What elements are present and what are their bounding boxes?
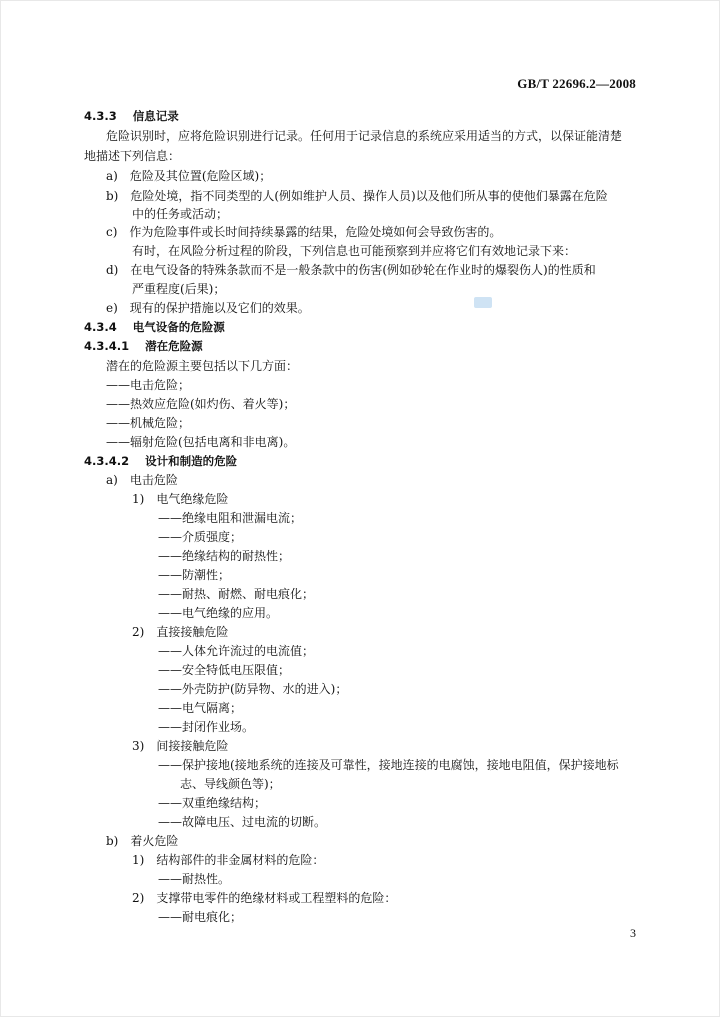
text-line [158, 700, 242, 716]
line-text: 电气绝缘危险 [156, 492, 229, 506]
line-text: ——辐射危险(包括电离和非电离)。 [106, 435, 296, 449]
text-line [106, 358, 298, 374]
text-line [132, 243, 576, 259]
text-line [158, 586, 314, 602]
text-line [180, 776, 281, 792]
line-text: ——保护接地(接地系统的连接及可靠性，接地连接的电腐蚀，接地电阻值，保护接地标 [158, 758, 619, 772]
line-text: 电气设备的危险源 [132, 320, 225, 334]
line-text: 信息记录 [132, 109, 179, 123]
item-number: 4.3.4 [84, 320, 117, 334]
line-text: 危险识别时，应将危险识别进行记录。任何用于记录信息的系统应采用适当的方式，以保证能清楚 [106, 129, 623, 143]
text-line [158, 795, 266, 811]
line-text: 支撑带电零件的绝缘材料或工程塑料的危险： [156, 891, 397, 905]
text-line [158, 814, 326, 830]
item-number: d) [106, 263, 119, 277]
line-text: ——耐热、耐燃、耐电痕化； [158, 587, 315, 601]
line-text: ——耐热性。 [158, 872, 231, 886]
text-line [106, 472, 178, 488]
line-text: 间接接触危险 [156, 739, 229, 753]
text-line [106, 128, 622, 144]
item-number: b) [106, 834, 119, 848]
standard-number: GB/T 22696.2—2008 [517, 76, 636, 91]
text-line [132, 890, 396, 906]
line-text: 现有的保护措施以及它们的效果。 [129, 301, 310, 315]
text-line [158, 909, 242, 925]
item-number: 4.3.3 [84, 109, 117, 123]
line-text: 危险处境，指不同类型的人(例如维护人员、操作人员)以及他们所从事的使他们暴露在危险 [130, 189, 608, 203]
item-number: 2) [132, 625, 145, 639]
text-line [106, 396, 295, 412]
text-line [132, 738, 228, 754]
text-line [158, 567, 230, 583]
text-line [132, 624, 228, 640]
line-text: 设计和制造的危险 [145, 454, 238, 468]
line-text: 电击危险 [129, 473, 178, 487]
line-text: ——人体允许流过的电流值； [158, 644, 315, 658]
item-number: a) [106, 473, 118, 487]
text-line [132, 281, 225, 297]
text-line [158, 548, 290, 564]
item-number: 1) [132, 853, 145, 867]
text-line [132, 852, 324, 868]
line-text: 危险及其位置(危险区域)； [129, 169, 272, 183]
text-line [158, 643, 314, 659]
text-line [106, 262, 596, 278]
text-line [106, 377, 190, 393]
item-number: c) [106, 225, 118, 239]
line-text: ——耐电痕化； [158, 910, 243, 924]
line-text: ——故障电压、过电流的切断。 [158, 815, 327, 829]
text-line [84, 148, 180, 164]
watermark-mark [474, 297, 492, 308]
text-line [158, 510, 302, 526]
text-line [158, 871, 230, 887]
line-text: ——热效应危险(如灼伤、着火等)； [106, 397, 296, 411]
line-text: 潜在危险源 [145, 339, 203, 353]
text-line [106, 168, 271, 184]
text-line [158, 662, 290, 678]
line-text: 中的任务或活动； [132, 207, 229, 221]
section-heading [84, 453, 237, 469]
line-text: ——电击危险； [106, 378, 191, 392]
text-line [158, 681, 347, 697]
section-heading [84, 338, 203, 354]
line-text: 在电气设备的特殊条款而不是一般条款中的伤害(例如砂轮在作业时的爆裂伤人)的性质和 [130, 263, 596, 277]
line-text: ——电气隔离； [158, 701, 243, 715]
line-text: 作为危险事件或长时间持续暴露的结果，危险处境如何会导致伤害的。 [129, 225, 502, 239]
line-text: 着火危险 [130, 834, 179, 848]
line-text: ——双重绝缘结构； [158, 796, 267, 810]
text-line [106, 300, 310, 316]
item-number: 3) [132, 739, 145, 753]
line-text: ——机械危险； [106, 416, 191, 430]
item-number: b) [106, 189, 119, 203]
text-line [158, 605, 278, 621]
line-text: 结构部件的非金属材料的危险： [156, 853, 325, 867]
line-text: ——外壳防护(防异物、水的进入)； [158, 682, 348, 696]
line-text: ——防潮性； [158, 568, 231, 582]
line-text: ——安全特低电压限值； [158, 663, 291, 677]
line-text: 直接接触危险 [156, 625, 229, 639]
section-heading [84, 108, 179, 124]
text-line [158, 719, 254, 735]
section-heading [84, 319, 225, 335]
line-text: ——绝缘电阻和泄漏电流； [158, 511, 303, 525]
line-text: ——电气绝缘的应用。 [158, 606, 279, 620]
line-text: ——介质强度； [158, 530, 243, 544]
text-line [132, 491, 228, 507]
text-line [106, 434, 295, 450]
line-text: 志、导线颜色等)； [180, 777, 281, 791]
item-number: 4.3.4.2 [84, 454, 130, 468]
text-line [158, 529, 242, 545]
line-text: ——绝缘结构的耐热性； [158, 549, 291, 563]
item-number: 2) [132, 891, 145, 905]
line-text: 地描述下列信息： [84, 149, 181, 163]
item-number: a) [106, 169, 118, 183]
item-number: 4.3.4.1 [84, 339, 130, 353]
text-line [106, 833, 178, 849]
line-text: 潜在的危险源主要包括以下几方面： [106, 359, 299, 373]
text-line [158, 757, 619, 773]
text-line [106, 224, 501, 240]
line-text: 严重程度(后果)； [132, 282, 226, 296]
item-number: 1) [132, 492, 145, 506]
text-line [106, 415, 190, 431]
line-text: 有时，在风险分析过程的阶段，下列信息也可能预察到并应将它们有效地记录下来： [132, 244, 577, 258]
page-number: 3 [630, 926, 636, 940]
text-line [106, 188, 608, 204]
item-number: e) [106, 301, 118, 315]
text-line [132, 206, 228, 222]
line-text: ——封闭作业场。 [158, 720, 255, 734]
